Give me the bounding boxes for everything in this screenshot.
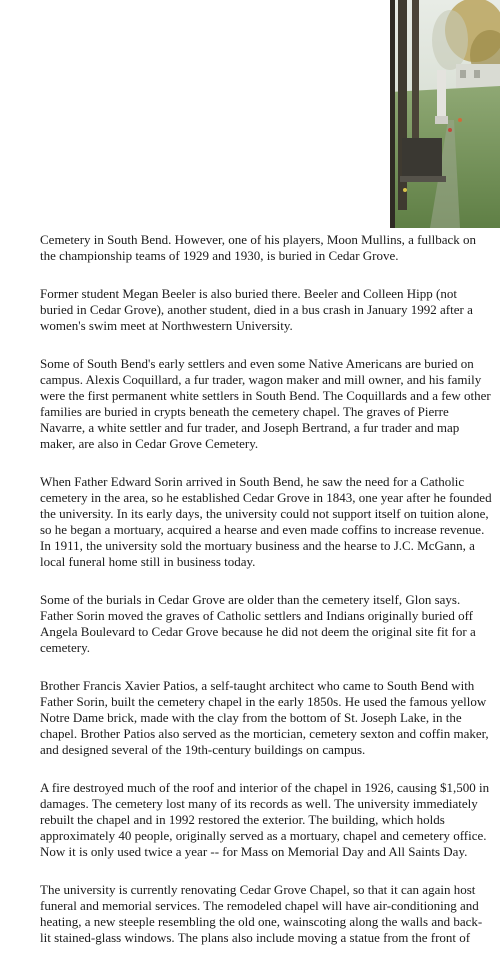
paragraph-1: Cemetery in South Bend. However, one of his players, Moon Mullins, a fullback on the championship teams of 1929 and 1930, is buried in Cedar Grove. [40,232,476,263]
paragraph-7: A fire destroyed much of the roof and interior of the chapel in 1926, causing $1,500 in damages. The cemetery lost many of its records as well. The university immediately rebuilt the chapel and in 1992 restored the exterior. The building, which holds approximately 40 people, originally served as a mortuary, chapel and cemetery office. Now it is only used twice a year -- for Mass on Memorial Day and All Saints Day. [40,780,490,859]
paragraph-6: Brother Francis Xavier Patios, a self-taught architect who came to South Bend with Father Sorin, built the cemetery chapel in the early 1850s. He used the famous yellow Notre Dame brick, made with the clay from the bottom of St. Joseph Lake, in the chapel. Brother Patios also served as the mortician, cemetery sexton and coffin maker, and designed several of the 19th-century buildings on campus. [40,678,489,757]
cemetery-photo [390,0,500,228]
article-body [40,232,492,968]
paragraph-8: The university is currently renovating Cedar Grove Chapel, so that it can again host funeral and memorial services. The remodeled chapel will have air-conditioning and heating, a new steeple resembling the old one, wainscoting along the walls and back-lit stained-glass windows. The plans also include moving a statue from the front of [40,882,483,945]
paragraph-2: Former student Megan Beeler is also buried there. Beeler and Colleen Hipp (not buried in Cedar Grove), another student, died in a bus crash in January 1992 after a women's swim meet at Northwestern University. [40,286,473,333]
paragraph-4: When Father Edward Sorin arrived in South Bend, he saw the need for a Catholic cemetery in the area, so he established Cedar Grove in 1843, one year after he founded the university. In its early days, the university could not support itself on tuition alone, so he began a mortuary, acquired a hearse and even made coffins to increase revenue. In 1911, the university sold the mortuary business and the hearse to J.C. McGann, a local funeral home still in business today. [40,474,492,569]
paragraph-5: Some of the burials in Cedar Grove are older than the cemetery itself, Glon says. Father Sorin moved the graves of Catholic settlers and Indians originally buried off Angela Boulevard to Cedar Grove because he did not deem the original site fit for a cemetery. [40,592,476,655]
paragraph-3: Some of South Bend's early settlers and even some Native Americans are buried on campus. Alexis Coquillard, a fur trader, wagon maker and mill owner, and his family were the first permanent white settlers in South Bend. The Coquillards and a few other families are buried in crypts beneath the cemetery chapel. The graves of Pierre Navarre, a white settler and fur trader, and Joseph Bertrand, a fur trader and map maker, are also in Cedar Grove Cemetery. [40,356,491,451]
